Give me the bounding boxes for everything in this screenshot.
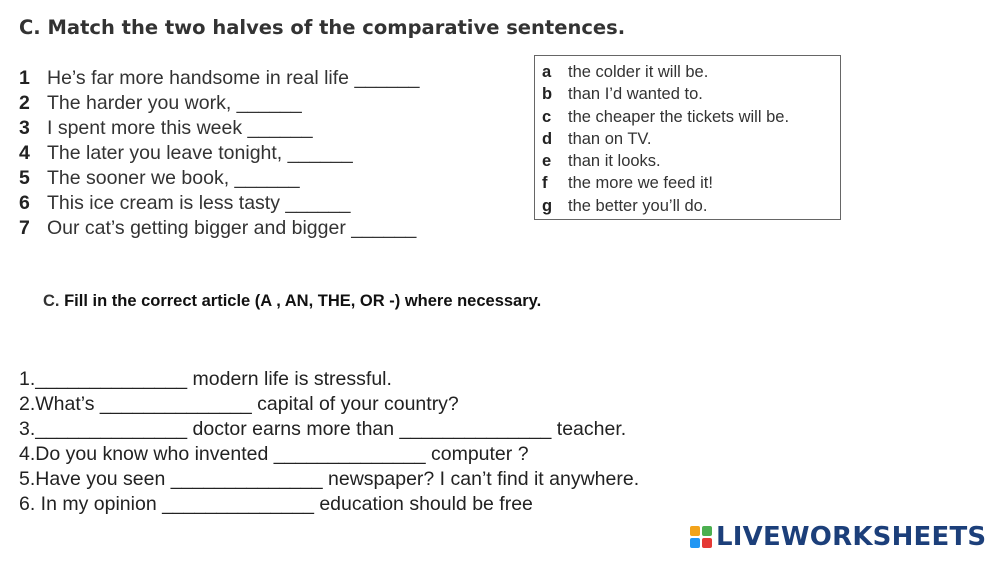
answer-option <box>542 172 840 194</box>
answer-option <box>542 61 840 83</box>
option-letter: b <box>542 85 553 104</box>
article-exercise-list <box>19 367 639 517</box>
option-text: the more we feed it! <box>568 174 713 193</box>
list-item: 1.______________ modern life is stressful. <box>19 368 392 390</box>
option-letter: d <box>542 129 553 148</box>
list-item: 2.What’s ______________ capital of your country? <box>19 393 459 415</box>
option-text: the cheaper the tickets will be. <box>568 107 790 126</box>
logo-tile <box>702 538 712 548</box>
item-number: 7 <box>19 217 30 239</box>
section-letter: C. <box>43 292 60 310</box>
answer-option <box>542 195 840 217</box>
list-item <box>19 91 420 116</box>
item-text: I spent more this week ______ <box>47 117 313 139</box>
option-text: the better you’ll do. <box>568 196 708 215</box>
logo-tile <box>702 526 712 536</box>
item-text: The harder you work, ______ <box>47 92 302 114</box>
item-number: 1 <box>19 67 30 89</box>
list-item: 4.Do you know who invented ______________ computer ? <box>19 443 529 465</box>
item-number: 5 <box>19 167 30 189</box>
logo-text: LIVEWORKSHEETS <box>716 522 987 552</box>
item-number: 4 <box>19 142 30 164</box>
answer-option <box>542 150 840 172</box>
item-text: He’s far more handsome in real life ______ <box>47 67 420 89</box>
match-section-title: C. Match the two halves of the comparative sentences. <box>19 16 626 39</box>
item-text: The sooner we book, ______ <box>47 167 300 189</box>
article-section-title <box>43 292 541 311</box>
option-letter: e <box>542 152 552 171</box>
sentence-halves-list <box>19 66 420 241</box>
list-item <box>19 191 420 216</box>
list-item <box>19 166 420 191</box>
option-text: than it looks. <box>568 152 661 171</box>
liveworksheets-logo <box>690 521 986 553</box>
list-item: 6. In my opinion ______________ education should be free <box>19 493 533 515</box>
item-text: Our cat’s getting bigger and bigger ______ <box>47 217 417 239</box>
answer-option <box>542 128 840 150</box>
answer-option <box>542 83 840 105</box>
list-item <box>19 216 420 241</box>
list-item <box>19 141 420 166</box>
item-text: The later you leave tonight, ______ <box>47 142 353 164</box>
item-text: This ice cream is less tasty ______ <box>47 192 351 214</box>
item-number: 2 <box>19 92 30 114</box>
item-number: 6 <box>19 192 30 214</box>
list-item <box>19 66 420 91</box>
answer-options-box <box>534 55 841 220</box>
option-text: than I’d wanted to. <box>568 85 703 104</box>
list-item <box>19 116 420 141</box>
item-number: 3 <box>19 117 30 139</box>
logo-tiles-icon <box>690 526 712 548</box>
option-letter: a <box>542 63 552 81</box>
list-item: 3.______________ doctor earns more than ______________ teacher. <box>19 418 627 440</box>
logo-tile <box>690 526 700 536</box>
option-letter: c <box>542 107 552 126</box>
list-item: 5.Have you seen ______________ newspaper? I can’t find it anywhere. <box>19 468 640 490</box>
logo-tile <box>690 538 700 548</box>
option-letter: f <box>542 174 548 193</box>
answer-option <box>542 106 840 128</box>
option-text: than on TV. <box>568 129 652 148</box>
option-text: the colder it will be. <box>568 63 709 81</box>
section-instruction: Fill in the correct article (A , AN, THE, OR -) where necessary. <box>59 292 542 310</box>
option-letter: g <box>542 196 553 215</box>
